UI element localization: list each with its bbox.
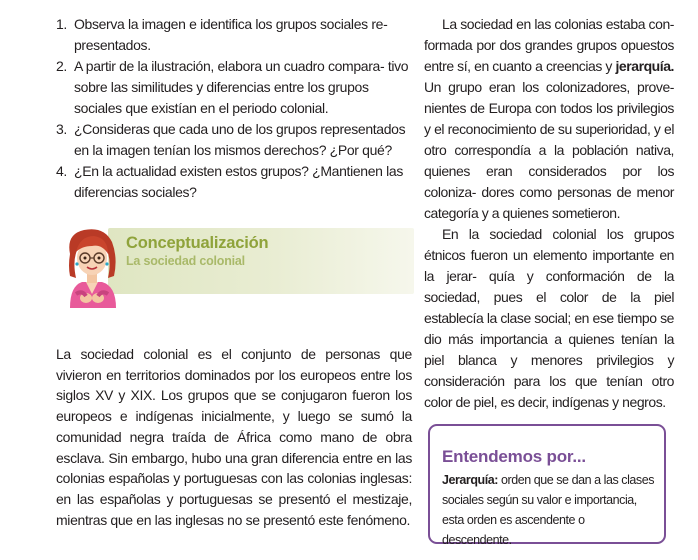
banner-subtitle: La sociedad colonial — [126, 254, 245, 268]
definition-body: orden que se dan a las clases sociales según su valor e importancia, esta orden es ascendente o descendente. — [442, 473, 655, 547]
teacher-character-icon — [60, 224, 124, 308]
paragraph-text: La sociedad en las colonias estaba con- formada por dos grandes grupos opuestos entre sí, en cuanto a creencias y — [424, 16, 674, 74]
definition-box-title: Entendemos por... — [442, 447, 586, 466]
question-item — [56, 119, 412, 161]
banner-title: Conceptualización — [126, 234, 269, 252]
body-paragraph-right-2: En la sociedad colonial los grupos étnicos fueron un elemento importante en la jerar- quía y conformación de la sociedad, pues el color de la piel establecía la clase social; en ese tiempo se dio más importancia a quienes tenían la piel blanca y menores privilegios y consideración para los que tenían otro color de piel, es decir, indígenas y negros. — [424, 226, 674, 410]
definition-text — [442, 470, 654, 550]
question-item — [56, 14, 412, 56]
definition-term: Jerarquía: — [442, 473, 498, 487]
question-text: Observa la imagen e identifica los grupos sociales re- presentados. — [74, 16, 388, 53]
body-paragraph-left: La sociedad colonial es el conjunto de personas que vivieron en territorios dominados por los europeos entre los siglos XV y XIX. Los grupos que se conjugaron fueron los europeos e indígenas inicialmente, y luego se sumó la comunidad negra traída de África como mano de obra esclava. Sin embargo, hubo una gran diferencia entre en las colonias españolas y portuguesas con las colonias inglesas: en las españolas y portuguesas se presentó el mestizaje, mientras que en las inglesas no se presentó este fenómeno. — [56, 346, 412, 528]
activity-questions — [56, 14, 412, 203]
question-text: ¿Consideras que cada uno de los grupos representados en la imagen tenían los mismos derechos? ¿Por qué? — [74, 121, 406, 158]
question-item — [56, 56, 412, 119]
question-number: 3. — [56, 121, 67, 137]
question-number: 1. — [56, 16, 67, 32]
body-paragraph-right-1 — [424, 14, 674, 224]
question-text: A partir de la ilustración, elabora un cuadro compara- tivo sobre las similitudes y diferencias entre los grupos sociales que existían en el periodo colonial. — [74, 58, 409, 116]
keyword-jerarquia: jerarquía. — [615, 58, 674, 74]
question-number: 2. — [56, 58, 67, 74]
question-text: ¿En la actualidad existen estos grupos? ¿Mantienen las diferencias sociales? — [74, 163, 403, 200]
right-column — [424, 14, 674, 413]
question-number: 4. — [56, 163, 67, 179]
question-item — [56, 161, 412, 203]
paragraph-text: Un grupo eran los colonizadores, prove- nientes de Europa con todos los privilegios y el reconocimiento de su superioridad, y el otro correspondía a la población nativa, quienes eran considerados por los coloniza- dores como personas de menor categoría y a quienes sometieron. — [424, 79, 674, 221]
